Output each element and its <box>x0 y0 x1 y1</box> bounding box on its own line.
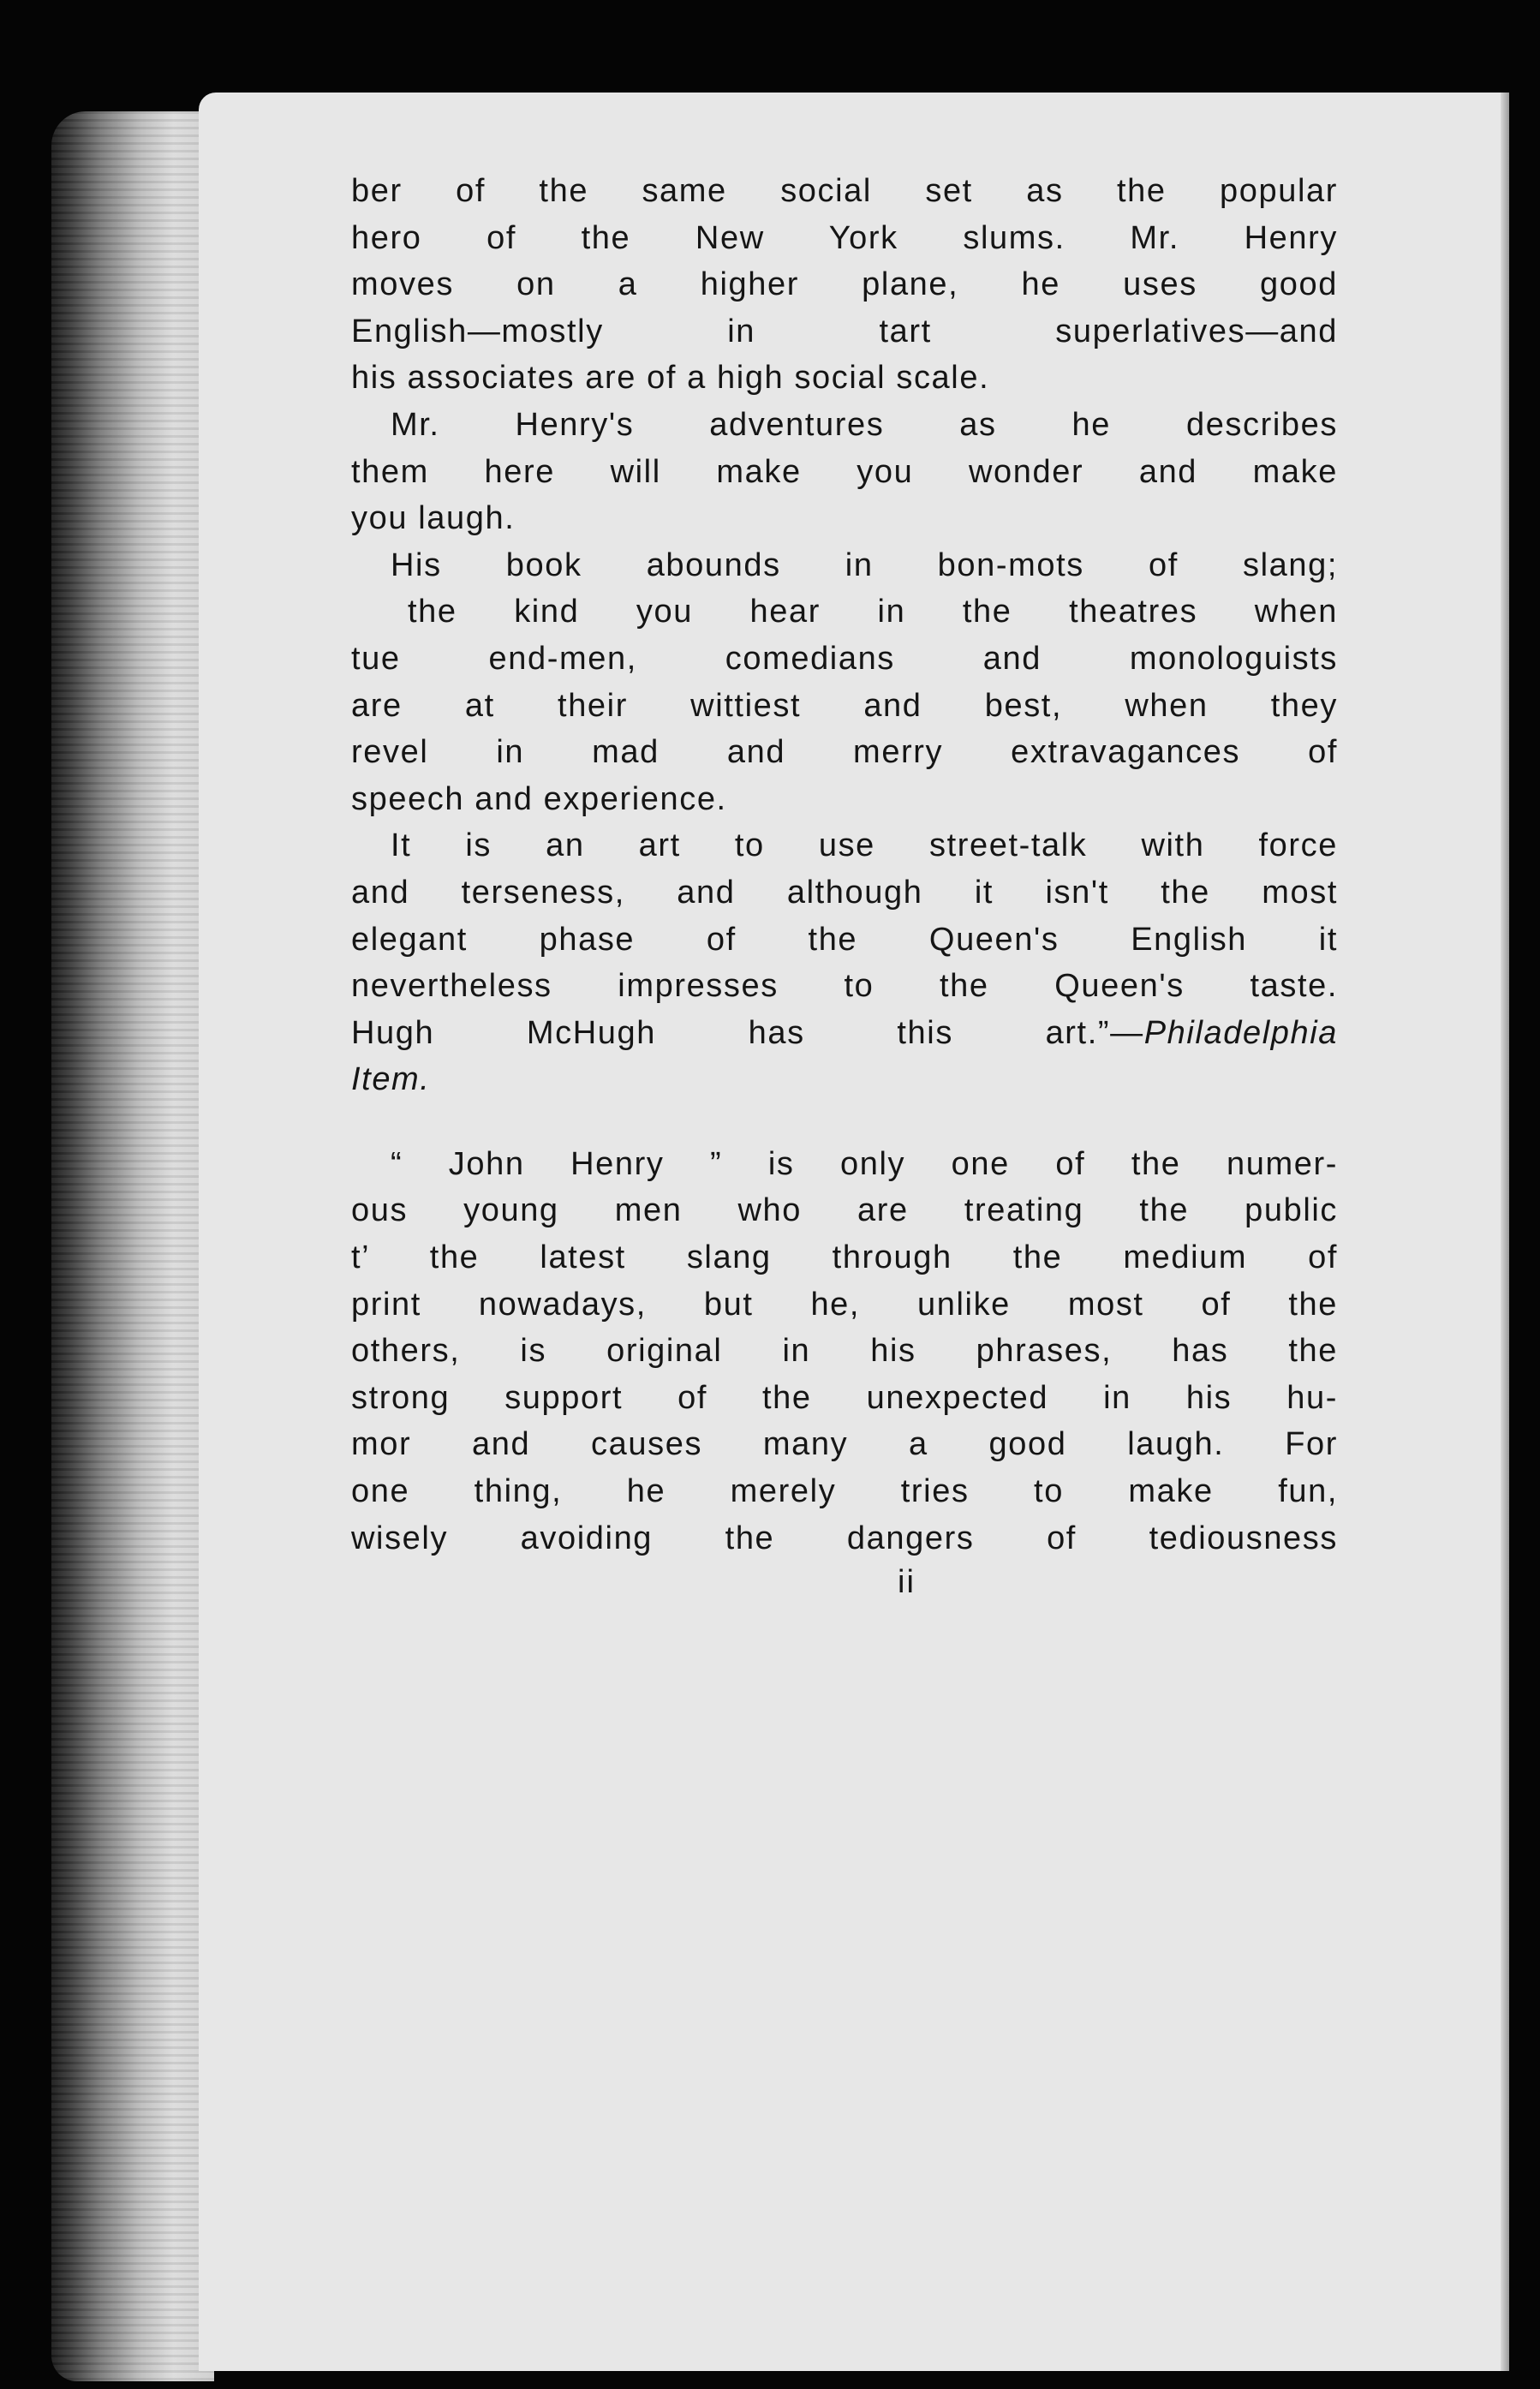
text-line: ous young men who are treating the public <box>351 1192 1338 1229</box>
source-attribution: Philadelphia <box>1143 1014 1338 1051</box>
text-line: the kind you hear in the theatres when <box>408 594 1338 630</box>
text-line: strong support of the unexpected in his hu- <box>351 1379 1338 1416</box>
text-line: “ John Henry ” is only one of the numer- <box>391 1145 1338 1182</box>
text-line: mor and causes many a good laugh. For <box>351 1426 1338 1463</box>
text-line: revel in mad and merry extravagances of <box>351 734 1338 771</box>
text-line: nevertheless impresses to the Queen's taste. <box>351 968 1338 1005</box>
text-line: wisely avoiding the dangers of tediousness <box>351 1520 1338 1556</box>
text-line: his associates are of a high social scale. <box>351 360 990 397</box>
text-line: His book abounds in bon-mots of slang; <box>391 546 1338 583</box>
text-line: hero of the New York slums. Mr. Henry <box>351 219 1338 256</box>
page-right-edge <box>1501 93 1509 2371</box>
binding-texture <box>51 111 214 2381</box>
text-line <box>351 1056 1338 1103</box>
text-line: elegant phase of the Queen's English it <box>351 921 1338 958</box>
text-line: speech and experience. <box>351 780 727 817</box>
text-line: and terseness, and although it isn't the most <box>351 874 1338 911</box>
text-line: t’ the latest slang through the medium of <box>351 1239 1338 1276</box>
page-text <box>351 168 1338 1562</box>
text-line <box>351 1010 1338 1057</box>
text-line: English—mostly in tart superlatives—and <box>351 313 1338 349</box>
page-number: ii <box>898 1564 916 1600</box>
text-line: print nowadays, but he, unlike most of the <box>351 1286 1338 1323</box>
text-line: others, is original in his phrases, has the <box>351 1333 1338 1370</box>
text-line: ber of the same social set as the popular <box>351 173 1338 209</box>
source-attribution-continued: Item. <box>351 1061 431 1098</box>
text-line: you laugh. <box>351 500 516 537</box>
text-line: tue end-men, comedians and monologuists <box>351 640 1338 677</box>
quote-end-text: Hugh McHugh has this art.”— <box>351 1014 1144 1051</box>
paragraph-gap <box>351 1103 1338 1141</box>
book-binding-edge <box>51 111 214 2381</box>
text-line: one thing, he merely tries to make fun, <box>351 1473 1338 1510</box>
text-line: them here will make you wonder and make <box>351 453 1338 490</box>
text-line: Mr. Henry's adventures as he describes <box>391 406 1338 443</box>
text-line: moves on a higher plane, he uses good <box>351 266 1338 303</box>
text-line: are at their wittiest and best, when they <box>351 687 1338 724</box>
text-line: It is an art to use street-talk with force <box>391 827 1338 864</box>
